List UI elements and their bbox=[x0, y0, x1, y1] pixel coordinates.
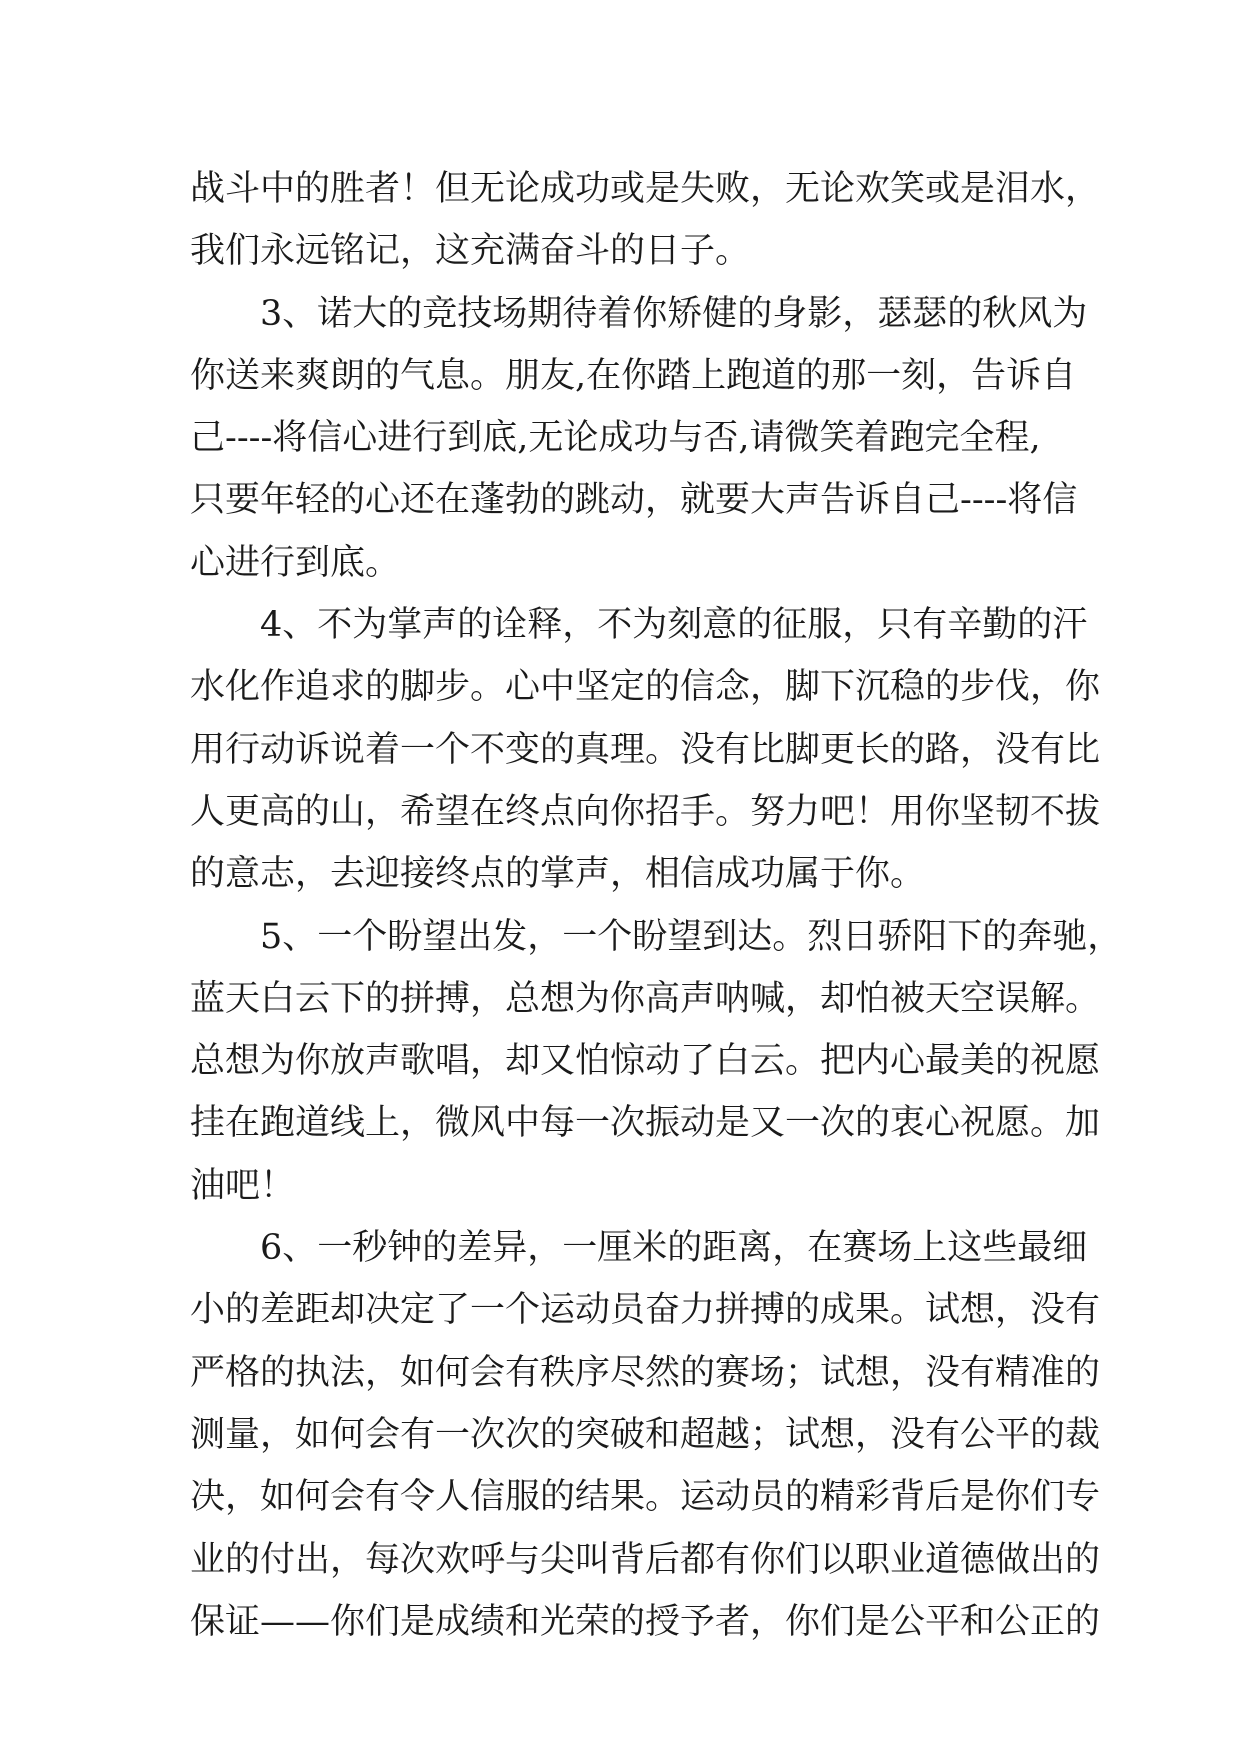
paragraph-1 bbox=[190, 158, 1101, 283]
text-line: 严格的执法，如何会有秩序尽然的赛场；试想，没有精准的 bbox=[190, 1352, 1101, 1393]
text-line: 4、不为掌声的诠释，不为刻意的征服，只有辛勤的汗 bbox=[260, 605, 1088, 646]
paragraph-3 bbox=[190, 594, 1101, 905]
text-line: 油吧！ bbox=[190, 1165, 296, 1206]
text-line: 我们永远铭记，这充满奋斗的日子。 bbox=[190, 231, 751, 272]
text-line: 3、诺大的竞技场期待着你矫健的身影，瑟瑟的秋风为 bbox=[260, 293, 1088, 334]
text-line: 蓝天白云下的拼搏，总想为你高声呐喊，却怕被天空误解。 bbox=[190, 978, 1101, 1019]
paragraph-4 bbox=[190, 906, 1123, 1217]
text-line: 保证——你们是成绩和光荣的授予者，你们是公平和公正的 bbox=[190, 1601, 1101, 1642]
document-body bbox=[190, 158, 1123, 1653]
text-line: 战斗中的胜者！但无论成功或是失败，无论欢笑或是泪水， bbox=[190, 169, 1101, 209]
text-line: 挂在跑道线上，微风中每一次振动是又一次的衷心祝愿。加 bbox=[190, 1103, 1101, 1144]
text-line: 总想为你放声歌唱，却又怕惊动了白云。把内心最美的祝愿 bbox=[190, 1041, 1101, 1082]
text-line: 5、一个盼望出发，一个盼望到达。烈日骄阳下的奔驰， bbox=[260, 916, 1123, 957]
paragraph-5 bbox=[190, 1217, 1101, 1653]
paragraph-2 bbox=[190, 283, 1088, 594]
text-line: 的意志，去迎接终点的掌声，相信成功属于你。 bbox=[190, 854, 926, 895]
text-line: 测量，如何会有一次次的突破和超越；试想，没有公平的裁 bbox=[190, 1414, 1101, 1455]
text-line: 己----将信心进行到底,无论成功与否,请微笑着跑完全程, bbox=[190, 418, 1041, 459]
text-line: 人更高的山，希望在终点向你招手。努力吧！用你坚韧不拔 bbox=[190, 791, 1101, 832]
text-line: 只要年轻的心还在蓬勃的跳动，就要大声告诉自己----将信 bbox=[190, 480, 1078, 521]
text-line: 业的付出，每次欢呼与尖叫背后都有你们以职业道德做出的 bbox=[190, 1539, 1101, 1580]
text-line: 6、一秒钟的差异，一厘米的距离，在赛场上这些最细 bbox=[260, 1228, 1088, 1269]
text-line: 你送来爽朗的气息。朋友,在你踏上跑道的那一刻，告诉自 bbox=[190, 355, 1077, 396]
text-line: 水化作追求的脚步。心中坚定的信念，脚下沉稳的步伐，你 bbox=[190, 667, 1101, 708]
text-line: 决，如何会有令人信服的结果。运动员的精彩背后是你们专 bbox=[190, 1477, 1101, 1518]
text-line: 用行动诉说着一个不变的真理。没有比脚更长的路，没有比 bbox=[190, 729, 1101, 770]
text-line: 小的差距却决定了一个运动员奋力拼搏的成果。试想，没有 bbox=[190, 1290, 1101, 1331]
text-line: 心进行到底。 bbox=[190, 542, 401, 583]
